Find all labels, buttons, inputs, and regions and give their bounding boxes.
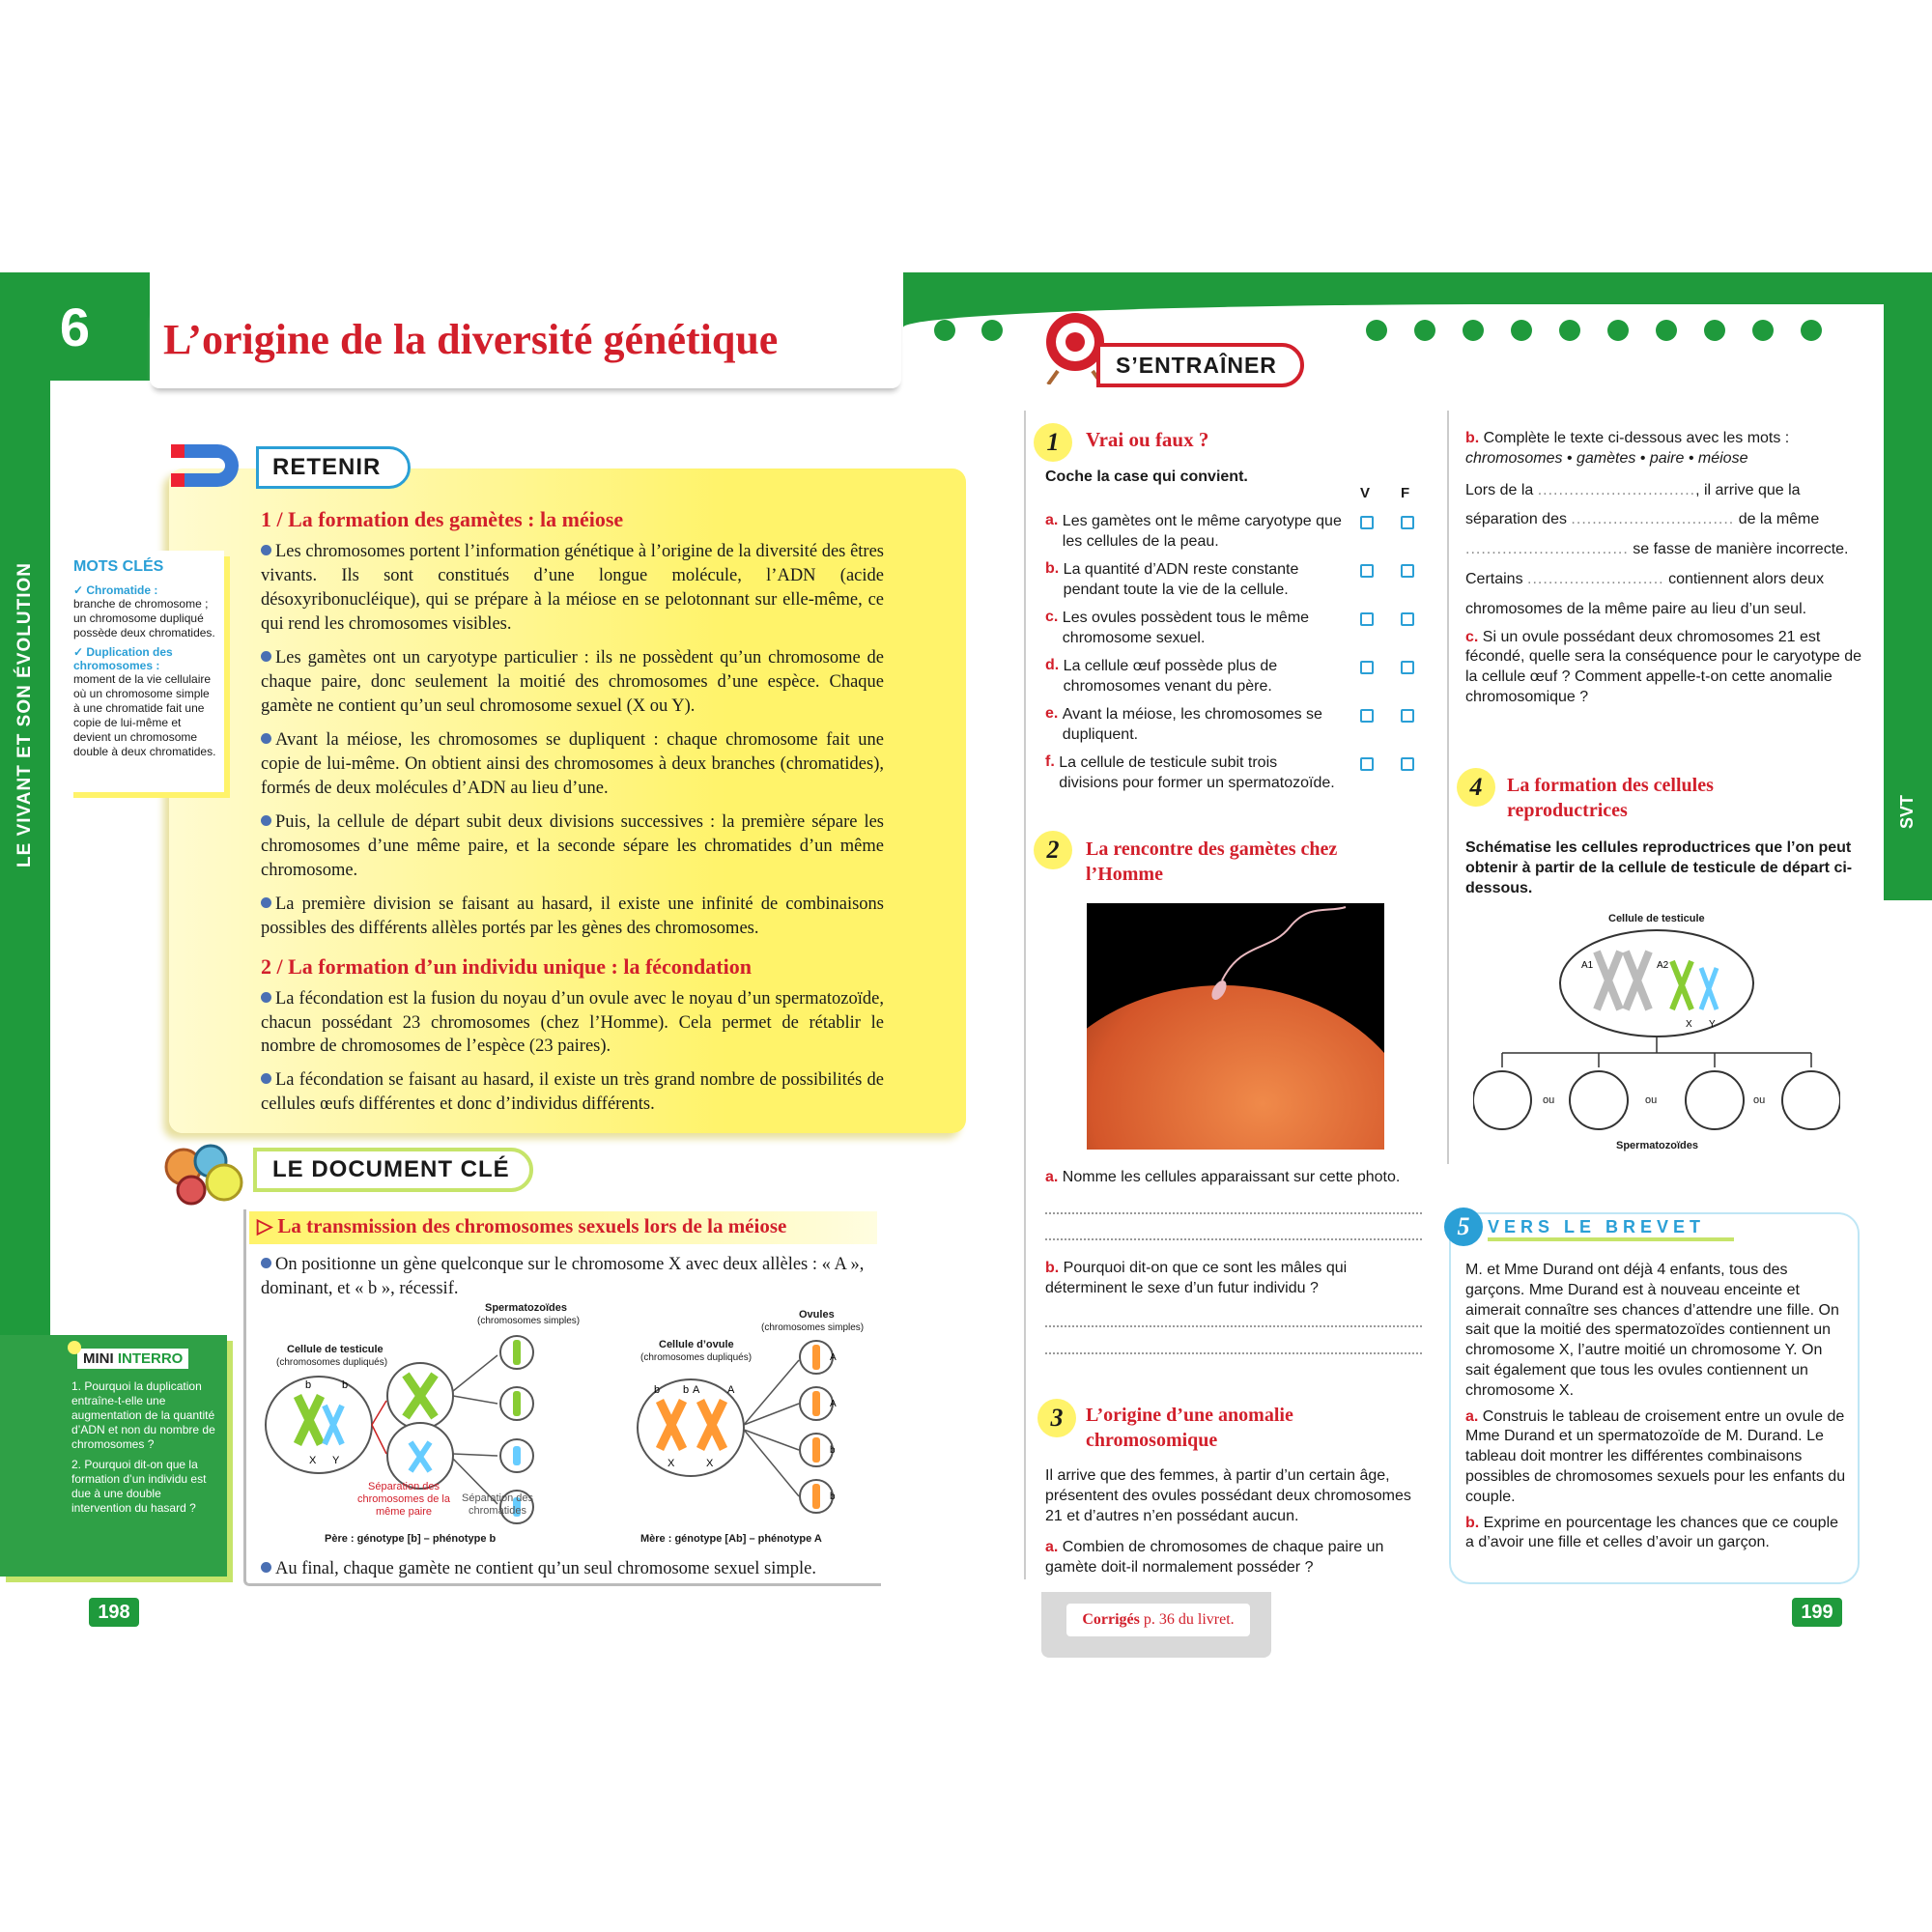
- fertilization-photo: [1087, 903, 1384, 1150]
- ex1-item: c. Les ovules possèdent tous le même chromosome sexuel.: [1045, 609, 1432, 657]
- svg-text:X: X: [1686, 1019, 1692, 1030]
- mots-cles-title: MOTS CLÉS: [73, 558, 164, 575]
- retenir-p1: Les chromosomes portent l’information génétique à l’origine de la diversité des êtres vivants. Ils sont constitués d’une longue molécule, l’ADN (acide désoxyribonucléique), qui se prépare à la méiose en se pelotonnant sur elle-même, ce qui rend les chromosomes visibles.: [261, 542, 884, 634]
- chapter-title-bar: [150, 309, 901, 388]
- left-side-label: LE VIVANT ET SON ÉVOLUTION: [14, 562, 36, 867]
- mini-interro-box: [0, 1335, 227, 1577]
- entrainer-label: S’ENTRAÎNER: [1096, 343, 1304, 387]
- ex4-ou: ou: [1543, 1094, 1555, 1106]
- sperm-title: Spermatozoïdes: [485, 1302, 567, 1314]
- svg-text:Y: Y: [332, 1455, 340, 1466]
- sperm-subtitle: (chromosomes simples): [477, 1316, 581, 1326]
- svg-text:b: b: [305, 1379, 312, 1391]
- retenir-p3: Avant la méiose, les chromosomes se dupliquent : chaque chromosome fait une copie de lui-même. On obtient ainsi des chromosomes à deux branches (chromatides), formés de deux molécules d’ADN au lieu d’une.: [261, 729, 884, 798]
- mots-cles-box: [68, 551, 224, 792]
- checkbox-f[interactable]: [1401, 516, 1414, 529]
- svg-text:A: A: [830, 1352, 837, 1363]
- ex1-col-v: V: [1360, 485, 1371, 501]
- chapter-number-box: [0, 272, 150, 381]
- ex5-intro: M. et Mme Durand ont déjà 4 enfants, tous des garçons. Mme Durand est à nouveau enceinte et aimerait connaître ses chances d’attendre une fille. On sait que la moitié des spermatozoïdes contiennent un chromosome X, l’autre moitié un chromosome Y. On sait également que tous les ovules contiennent un chromosome X.: [1465, 1262, 1839, 1399]
- ex2-qb: b. Pourquoi dit-on que ce sont les mâles qui déterminent le sexe d’un futur individu ?: [1045, 1260, 1348, 1296]
- ex3-fill-line-4: Certains .......................... contiennent alors deux: [1465, 570, 1825, 587]
- ex3-qc: c. Si un ovule possédant deux chromosomes 21 est fécondé, quelle sera la conséquence pour le caryotype de la cellule œuf ? Comment appelle-t-on cette anomalie chromosomique ?: [1465, 628, 1862, 705]
- ex1-title: Vrai ou faux ?: [1086, 428, 1209, 451]
- father-genotype: Père : génotype [b] – phénotype b: [325, 1533, 497, 1545]
- checkbox-v[interactable]: [1360, 516, 1374, 529]
- document-intro: On positionne un gène quelconque sur le chromosome X avec deux allèles : « A », dominant, et « b », récessif.: [261, 1255, 865, 1298]
- column-divider: [1447, 411, 1449, 1164]
- ex1-item: f. La cellule de testicule subit trois divisions pour former un spermatozoïde.: [1045, 753, 1432, 802]
- chapter-number: 6: [59, 296, 91, 357]
- ex5-badge: 5: [1444, 1208, 1483, 1246]
- checkbox-f[interactable]: [1401, 564, 1414, 578]
- checkbox-f[interactable]: [1401, 757, 1414, 771]
- ovule-cell-subtitle: (chromosomes dupliqués): [640, 1352, 753, 1363]
- ex2-qb-answer-line[interactable]: [1045, 1352, 1422, 1354]
- page-number-right: 199: [1792, 1598, 1842, 1627]
- mots-cles-def-1: branche de chromosome ; un chromosome dupliqué possède deux chromatides.: [73, 597, 215, 639]
- ex5-title: VERS LE BREVET: [1488, 1217, 1734, 1241]
- magnet-icon: [159, 435, 256, 493]
- ex3-qb: [1465, 429, 1871, 708]
- document-icon: [162, 1140, 249, 1208]
- ex3-fill-line-2: séparation des ............................... de la même: [1465, 511, 1820, 528]
- ovules-title: Ovules: [799, 1309, 835, 1321]
- checkbox-v[interactable]: [1360, 612, 1374, 626]
- checkbox-v[interactable]: [1360, 709, 1374, 723]
- corriges-label: Corrigés p. 36 du livret.: [1066, 1604, 1250, 1636]
- checkbox-f[interactable]: [1401, 709, 1414, 723]
- lightbulb-icon: [68, 1341, 81, 1354]
- mots-cles-def-2: moment de la vie cellulaire où un chromosome simple à une chromatide fait une copie de lui-même et devient un chromosome double à deux chromatides.: [73, 672, 216, 758]
- chapter-title: L’origine de la diversité génétique: [163, 316, 779, 363]
- svg-text:A: A: [693, 1384, 700, 1396]
- ex3-fill-line-3: ............................... se fasse de manière incorrecte.: [1465, 541, 1849, 558]
- mini-interro-q1: 1. Pourquoi la duplication entraîne-t-elle une augmentation de la quantité d’ADN et non du nombre de chromosomes ?: [71, 1379, 215, 1451]
- ex1-items: [1045, 512, 1432, 802]
- ex1-instruction: Coche la case qui convient.: [1045, 469, 1248, 485]
- ex4-badge: 4: [1457, 768, 1495, 807]
- ex4-ou: ou: [1753, 1094, 1766, 1106]
- ex3-fill-line-5: chromosomes de la même paire au lieu d’un seul.: [1465, 600, 1807, 617]
- retenir-heading-2: 2 / La formation d’un individu unique : la fécondation: [261, 953, 752, 979]
- testicule-cell-subtitle: (chromosomes dupliqués): [276, 1357, 388, 1368]
- ex1-item: b. La quantité d’ADN reste constante pendant toute la vie de la cellule.: [1045, 560, 1432, 609]
- ovules-subtitle: (chromosomes simples): [761, 1322, 865, 1333]
- svg-text:b: b: [654, 1384, 661, 1396]
- ex3-qa: a. Combien de chromosomes de chaque paire un gamète doit-il normalement posséder ?: [1045, 1539, 1384, 1576]
- page-number-left: 198: [89, 1598, 139, 1627]
- svg-text:b: b: [683, 1384, 690, 1396]
- svg-text:A2: A2: [1657, 960, 1669, 971]
- ex4-ou: ou: [1645, 1094, 1658, 1106]
- ex5-qa: a. Construis le tableau de croisement entre un ovule de Mme Durand et un spermatozoïde de M. Durand. Le tableau doit montrer les différentes combinaisons possibles de chromosomes sexuels pour les enfants du couple.: [1465, 1407, 1846, 1505]
- svg-text:b: b: [342, 1379, 349, 1391]
- document-conclusion: Au final, chaque gamète ne contient qu’un seul chromosome sexuel simple.: [261, 1557, 879, 1581]
- svg-text:A: A: [830, 1399, 837, 1409]
- ex2-qa-answer-line[interactable]: [1045, 1212, 1422, 1214]
- checkbox-f[interactable]: [1401, 661, 1414, 674]
- ex1-col-f: F: [1401, 485, 1410, 501]
- ovule-cell-title: Cellule d’ovule: [659, 1339, 734, 1350]
- ex3-badge: 3: [1037, 1399, 1076, 1437]
- checkbox-v[interactable]: [1360, 564, 1374, 578]
- svg-text:Y: Y: [1709, 1019, 1716, 1030]
- mots-cles-term-1: ✓ Chromatide :: [73, 583, 158, 597]
- svg-text:A: A: [727, 1384, 735, 1396]
- svg-text:X: X: [309, 1455, 317, 1466]
- ex5-qb: b. Exprime en pourcentage les chances que ce couple a d’avoir une fille et celles d’avoir un garçon.: [1465, 1514, 1839, 1551]
- retenir-p5: La première division se faisant au hasard, il existe une infinité de combinaisons possibles des différents allèles portés par les gènes des chromosomes.: [261, 894, 884, 938]
- checkbox-f[interactable]: [1401, 612, 1414, 626]
- separation-pairs-label: Séparation des chromosomes de la même paire: [357, 1481, 450, 1519]
- svg-text:b: b: [830, 1445, 836, 1456]
- svg-text:b: b: [830, 1492, 836, 1502]
- ex3-intro: Il arrive que des femmes, à partir d’un certain âge, présentent des ovules possédant deux chromosomes 21 et d’autres n’en possédant aucun.: [1045, 1467, 1411, 1524]
- ex5-content: [1465, 1261, 1847, 1553]
- meiosis-diagram-mother: [633, 1304, 874, 1560]
- mots-cles-term-2: ✓ Duplication des chromosomes :: [73, 645, 173, 672]
- left-column-divider: [1024, 411, 1026, 1579]
- ex4-sperm-label: Spermatozoïdes: [1616, 1140, 1698, 1151]
- document-title: ▷ La transmission des chromosomes sexuels lors de la méiose: [249, 1211, 877, 1244]
- ex2-qb-answer-line[interactable]: [1045, 1325, 1422, 1327]
- ex1-badge: 1: [1034, 423, 1072, 462]
- ex3-qb-words: chromosomes • gamètes • paire • méiose: [1465, 449, 1748, 467]
- ex3-title: L’origine d’une anomalie chromosomique: [1086, 1405, 1293, 1451]
- svg-text:A1: A1: [1581, 960, 1594, 971]
- ex4-diagram: [1473, 908, 1840, 1154]
- retenir-p4: Puis, la cellule de départ subit deux divisions successives : la première sépare les chromosomes d’une même paire, et la seconde sépare les chromatides d’un même chromosome.: [261, 811, 884, 880]
- right-side-label: SVT: [1897, 794, 1918, 829]
- ex2-badge: 2: [1034, 831, 1072, 869]
- ex2-title: La rencontre des gamètes chez l’Homme: [1086, 838, 1338, 885]
- checkbox-v[interactable]: [1360, 757, 1374, 771]
- ex4-cell-label: Cellule de testicule: [1608, 913, 1705, 924]
- ex1-item: e. Avant la méiose, les chromosomes se dupliquent.: [1045, 705, 1432, 753]
- separation-chromatids-label: Séparation des chromatides: [462, 1492, 533, 1518]
- ex4-title: La formation des cellules reproductrices: [1507, 775, 1714, 821]
- ex3-qb-prompt: b. Complète le texte ci-dessous avec les mots :: [1465, 430, 1790, 446]
- document-label: LE DOCUMENT CLÉ: [253, 1148, 533, 1192]
- retenir-content: [261, 507, 884, 1117]
- mini-interro-title: MINI INTERRO: [77, 1349, 188, 1369]
- ex2-qa-answer-line[interactable]: [1045, 1238, 1422, 1240]
- retenir-p6: La fécondation est la fusion du noyau d’un ovule avec le noyau d’un spermatozoïde, chacun possédant 23 chromosomes (chez l’Homme). Cela permet de rétablir le nombre de chromosomes de l’espèce (23 paires).: [261, 988, 884, 1057]
- svg-text:X: X: [706, 1458, 714, 1469]
- ex3-fill-line-1: Lors de la .............................., il arrive que la: [1465, 481, 1801, 498]
- ex4-instruction: Schématise les cellules reproductrices que l’on peut obtenir à partir de la cellule de testicule de départ ci-dessous.: [1465, 839, 1853, 896]
- retenir-p2: Les gamètes ont un caryotype particulier : ils ne possèdent qu’un chromosome de chaque paire, donc seulement la moitié des chromosomes d’une espèce. Chaque gamète ne contient qu’un seul chromosome sexuel (X ou Y).: [261, 647, 884, 716]
- mini-interro-q2: 2. Pourquoi dit-on que la formation d’un individu est due à une double intervention du hasard ?: [71, 1458, 207, 1515]
- ex1-item: d. La cellule œuf possède plus de chromosomes venant du père.: [1045, 657, 1432, 705]
- mother-genotype: Mère : génotype [Ab] – phénotype A: [640, 1533, 822, 1545]
- retenir-p7: La fécondation se faisant au hasard, il existe un très grand nombre de possibilités de cellules œufs différentes et donc d’individus différents.: [261, 1070, 884, 1115]
- meiosis-diagram-father: [261, 1299, 638, 1560]
- svg-text:X: X: [668, 1458, 675, 1469]
- ex1-item: a. Les gamètes ont le même caryotype que les cellules de la peau.: [1045, 512, 1432, 560]
- testicule-cell-title: Cellule de testicule: [287, 1344, 384, 1355]
- checkbox-v[interactable]: [1360, 661, 1374, 674]
- retenir-heading-1: 1 / La formation des gamètes : la méiose: [261, 507, 624, 531]
- retenir-label: RETENIR: [256, 446, 411, 489]
- ex2-qa: a. Nomme les cellules apparaissant sur cette photo.: [1045, 1169, 1401, 1185]
